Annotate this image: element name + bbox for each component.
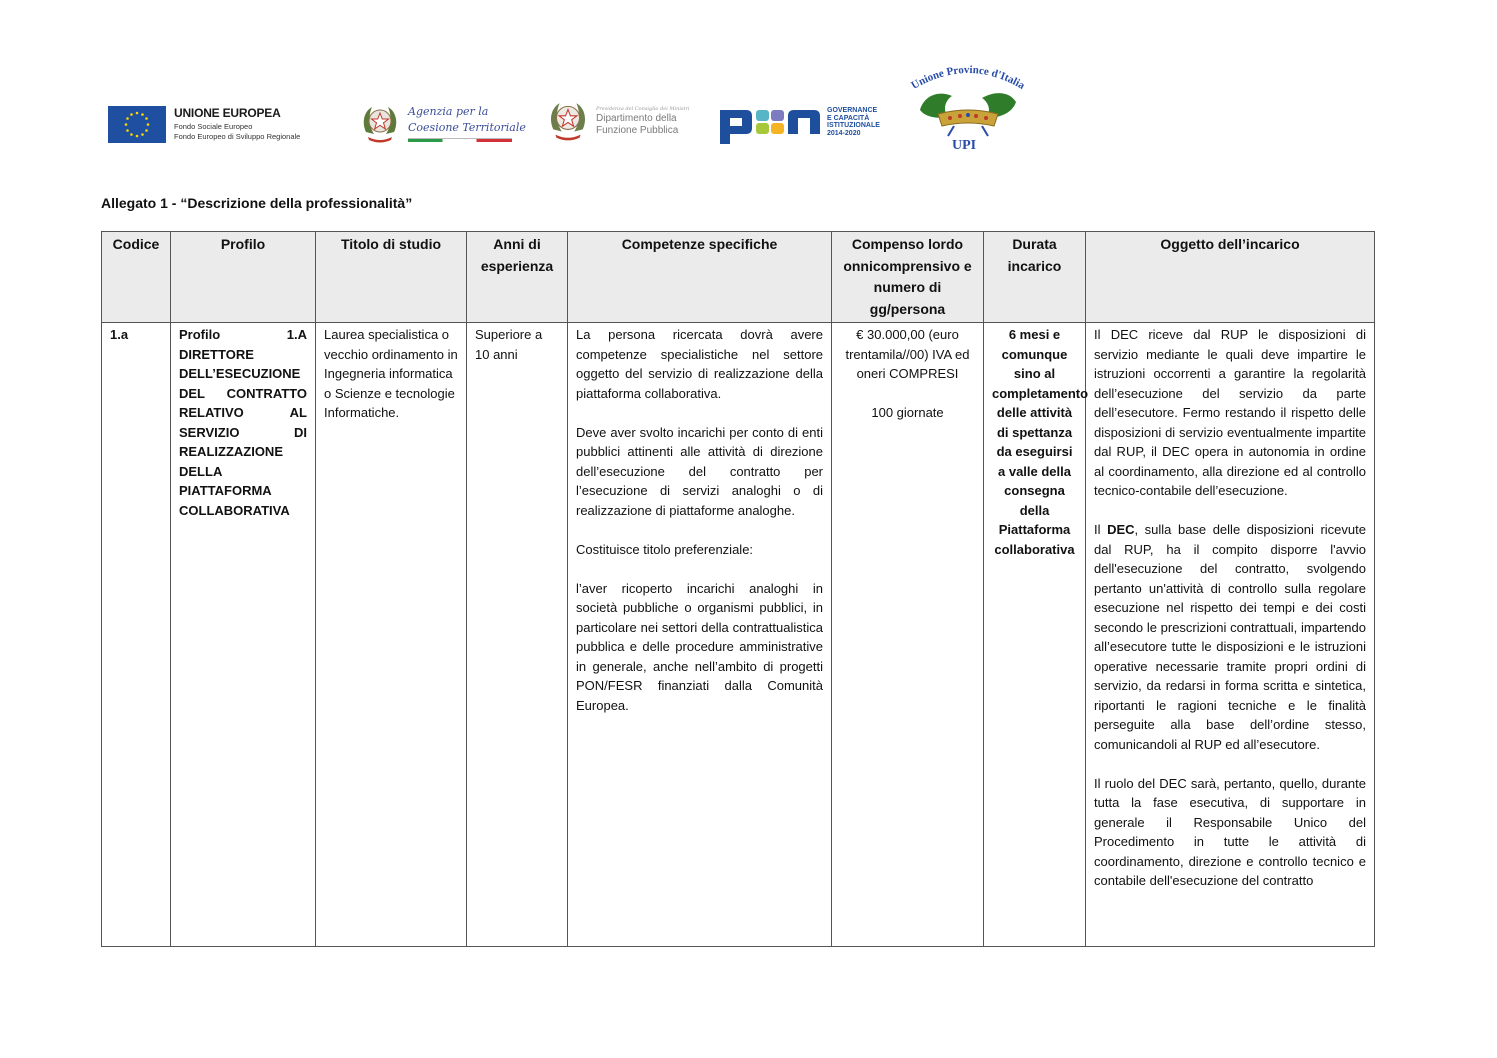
pon-mark-icon <box>718 104 822 148</box>
column-header-competenze: Competenze specifiche <box>568 232 832 323</box>
cell-oggetto <box>1086 323 1375 947</box>
cell-anni: Superiore a 10 anni <box>467 323 568 947</box>
cell-profilo: Profilo 1.A DIRETTORE DELL’ESECUZIONE DEL CONTRATTO RELATIVO AL SERVIZIO DI REALIZZAZIONE DELLA PIATTAFORMA COLLABORATIVA <box>171 323 316 947</box>
competenze-paragraph: La persona ricercata dovrà avere competenze specialistiche nel settore oggetto del servizio di realizzazione della piattaforma collaborativa. <box>576 327 823 401</box>
upi-crown-icon <box>908 62 1028 142</box>
table-header-row <box>102 232 1375 323</box>
dfp-logo-line: Funzione Pubblica <box>596 125 679 136</box>
compenso-giornate: 100 giornate <box>871 405 944 420</box>
column-header-anni: Anni di esperienza <box>467 232 568 323</box>
cell-durata: 6 mesi e comunque sino al completamento delle attività di spettanza da eseguirsi a valle della consegna della Piattaforma collaborativa <box>984 323 1086 947</box>
eu-logo-line: Fondo Europeo di Sviluppo Regionale <box>174 132 301 141</box>
italian-flag-stripe <box>408 138 512 142</box>
pon-logo-text: GOVERNANCE E CAPACITÀ ISTITUZIONALE 2014-2020 <box>827 107 880 137</box>
column-header-compenso: Compenso lordo onnicomprensivo e numero di gg/persona <box>832 232 984 323</box>
compenso-importo: € 30.000,00 (euro trentamila//00) IVA ed oneri COMPRESI <box>845 327 970 381</box>
cell-codice: 1.a <box>102 323 171 947</box>
eu-logo-title: UNIONE EUROPEA <box>174 106 281 120</box>
dec-bold: DEC <box>1107 522 1135 537</box>
eu-logo <box>108 104 318 144</box>
eu-flag-icon <box>108 106 166 143</box>
profile-table <box>101 231 1375 947</box>
logo-bar <box>0 0 1497 170</box>
table-row <box>102 323 1375 947</box>
svg-text:Unione Province d'Italia: Unione Province d'Italia <box>909 63 1027 92</box>
italian-emblem-icon <box>360 102 400 144</box>
act-logo-line: Coesione Territoriale <box>408 121 526 134</box>
dfp-logo-line: Dipartimento della <box>596 113 677 124</box>
column-header-durata: Durata incarico <box>984 232 1086 323</box>
dfp-logo-tiny: Presidenza del Consiglio dei Ministri <box>596 106 690 112</box>
pon-logo <box>718 104 908 148</box>
act-logo-line: Agenzia per la <box>408 105 489 118</box>
oggetto-paragraph: Il ruolo del DEC sarà, pertanto, quello, durante tutta la fase esecutiva, di supportare in generale il Responsabile Unico del Procedimento in tutte le attività di coordinamento, direzione e controllo tecnico e contabile dell'esecuzione del contratto <box>1094 775 1366 888</box>
eu-logo-line: Fondo Sociale Europeo <box>174 122 253 131</box>
upi-logo-abbr: UPI <box>952 138 977 153</box>
italian-emblem-icon <box>546 98 590 142</box>
oggetto-paragraph: Il DEC, sulla base delle disposizioni ricevute dal RUP, ha il compito disporre l'avvio dell'esecuzione del contratto, svolgendo pertanto un'attività di controllo sulla regolare esecuzione nel rispetto dei tempi e dei costi secondo le prescrizioni contrattuali, impartendo all’esecutore tutte le disposizioni e le istruzioni operative necessarie tramite propri ordini di servizio, da redarsi in forma scritta e sintetica, riportanti le ragioni tecniche e le finalità perseguite alla base dell’ordine stesso, comunicandoli al RUP ed all’esecutore. <box>1094 522 1366 752</box>
cell-competenze <box>568 323 832 947</box>
column-header-profilo: Profilo <box>171 232 316 323</box>
cell-compenso <box>832 323 984 947</box>
column-header-codice: Codice <box>102 232 171 323</box>
oggetto-paragraph: Il DEC riceve dal RUP le disposizioni di servizio mediante le quali deve impartire le istruzioni occorrenti a garantire la regolarità dell’esecuzione del servizio da parte dell’esecutore. Fermo restando il rispetto delle disposizioni di servizio eventualmente impartite dal RUP, il DEC opera in autonomia in ordine al coordinamento, alla direzione ed al controllo tecnico-contabile dell’esecuzione. <box>1094 327 1366 498</box>
document-title: Allegato 1 - “Descrizione della professionalità” <box>101 195 413 211</box>
column-header-titolo: Titolo di studio <box>316 232 467 323</box>
competenze-paragraph: Deve aver svolto incarichi per conto di enti pubblici attinenti alle attività di direzione dell’esecuzione del contratto per l’esecuzione di servizi analoghi o di realizzazione di piattaforme analoghe. <box>576 424 823 518</box>
upi-logo <box>908 62 1028 158</box>
act-logo <box>360 102 526 146</box>
cell-titolo: Laurea specialistica o vecchio ordinamento in Ingegneria informatica o Scienze e tecnologie Informatiche. <box>316 323 467 947</box>
dfp-logo <box>546 98 706 142</box>
column-header-oggetto: Oggetto dell’incarico <box>1086 232 1375 323</box>
competenze-paragraph: l’aver ricoperto incarichi analoghi in società pubbliche o organismi pubblici, in particolare nei settori della contrattualistica pubblica e delle procedure amministrative in generale, anche nell’ambito di progetti PON/FESR finanziati dalla Comunità Europea. <box>576 580 823 713</box>
competenze-paragraph: Costituisce titolo preferenziale: <box>576 541 754 557</box>
